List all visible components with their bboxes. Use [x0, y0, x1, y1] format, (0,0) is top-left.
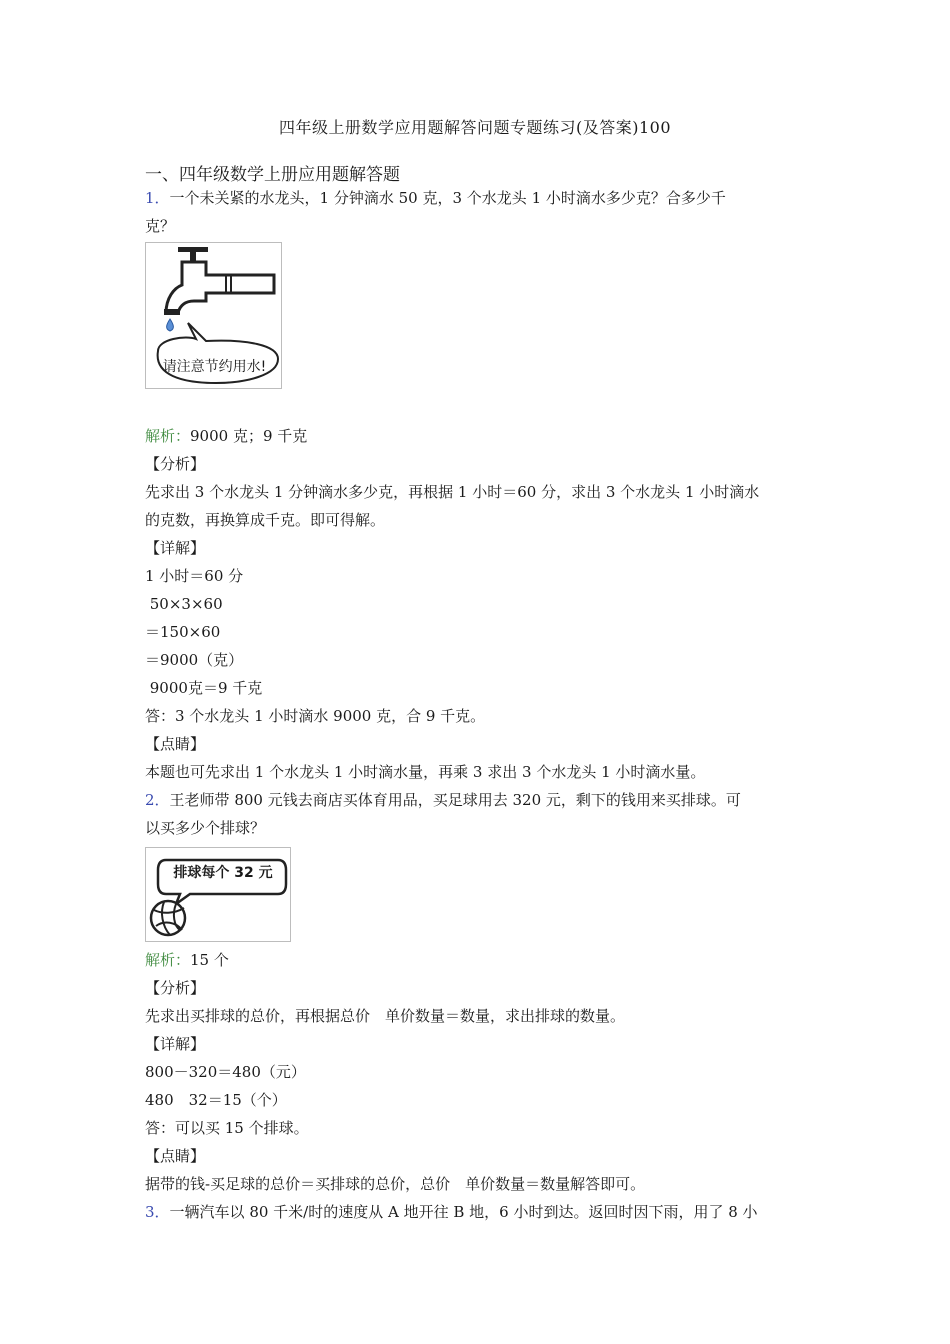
fenxi-heading: 【分析】 — [145, 979, 206, 997]
analysis-value: 15 个 — [190, 951, 229, 969]
xiangjie-heading: 【详解】 — [145, 539, 206, 557]
fenxi-text: 先求出买排球的总价，再根据总价 单价数量＝数量，求出排球的数量。 — [145, 1007, 626, 1025]
question-number: 1． — [145, 189, 170, 207]
fenxi-text: 先求出 3 个水龙头 1 分钟滴水多少克，再根据 1 小时＝60 分，求出 3 个水龙头 1 小时滴水 — [145, 483, 760, 501]
question-text-cont: 克？ — [145, 217, 176, 235]
answer-line: 答：3 个水龙头 1 小时滴水 9000 克，合 9 千克。 — [145, 707, 486, 725]
question-number: 3． — [145, 1203, 170, 1221]
bubble-text: 排球每个 32 元 — [173, 865, 273, 881]
analysis-label: 解析： — [145, 951, 191, 969]
answer-line: 答：可以买 15 个排球。 — [145, 1119, 309, 1137]
fenxi-text-cont: 的克数，再换算成千克。即可得解。 — [145, 511, 386, 529]
volleyball-image — [145, 847, 291, 942]
analysis-value: 9000 克；9 千克 — [190, 427, 308, 445]
dianjing-heading: 【点睛】 — [145, 735, 206, 753]
faucet-image — [145, 242, 282, 389]
document-title: 四年级上册数学应用题解答问题专题练习(及答案)100 — [278, 118, 672, 137]
question-text-cont: 以买多少个排球？ — [145, 819, 266, 837]
step-line: ＝9000（克） — [145, 651, 244, 669]
step-line: 480 32＝15（个） — [145, 1091, 287, 1109]
question-text: 王老师带 800 元钱去商店买体育用品，买足球用去 320 元，剩下的钱用来买排球。可 — [169, 791, 741, 809]
question-1 — [145, 184, 815, 240]
q2-solution — [145, 946, 815, 1226]
step-line: 1 小时＝60 分 — [145, 567, 244, 585]
dianjing-text: 本题也可先求出 1 个水龙头 1 小时滴水量，再乘 3 求出 3 个水龙头 1 小时滴水量。 — [145, 763, 706, 781]
analysis-label: 解析： — [145, 427, 191, 445]
question-number: 2． — [145, 791, 170, 809]
bubble-text: 请注意节约用水! — [162, 359, 267, 375]
step-line: ＝150×60 — [145, 623, 221, 641]
step-line: 9000克＝9 千克 — [145, 679, 263, 697]
question-text: 一个未关紧的水龙头，1 分钟滴水 50 克，3 个水龙头 1 小时滴水多少克？合多少千 — [169, 189, 726, 207]
dianjing-text: 据带的钱-买足球的总价＝买排球的总价，总价 单价数量＝数量解答即可。 — [145, 1175, 646, 1193]
question-text: 一辆汽车以 80 千米/时的速度从 A 地开往 B 地，6 小时到达。返回时因下雨，用了 8 小 — [169, 1203, 758, 1221]
q1-solution — [145, 422, 815, 842]
step-line: 800－320＝480（元） — [145, 1063, 306, 1081]
dianjing-heading: 【点睛】 — [145, 1147, 206, 1165]
fenxi-heading: 【分析】 — [145, 455, 206, 473]
step-line: 50×3×60 — [145, 595, 223, 613]
xiangjie-heading: 【详解】 — [145, 1035, 206, 1053]
section-heading: 一、四年级数学上册应用题解答题 — [145, 165, 400, 185]
